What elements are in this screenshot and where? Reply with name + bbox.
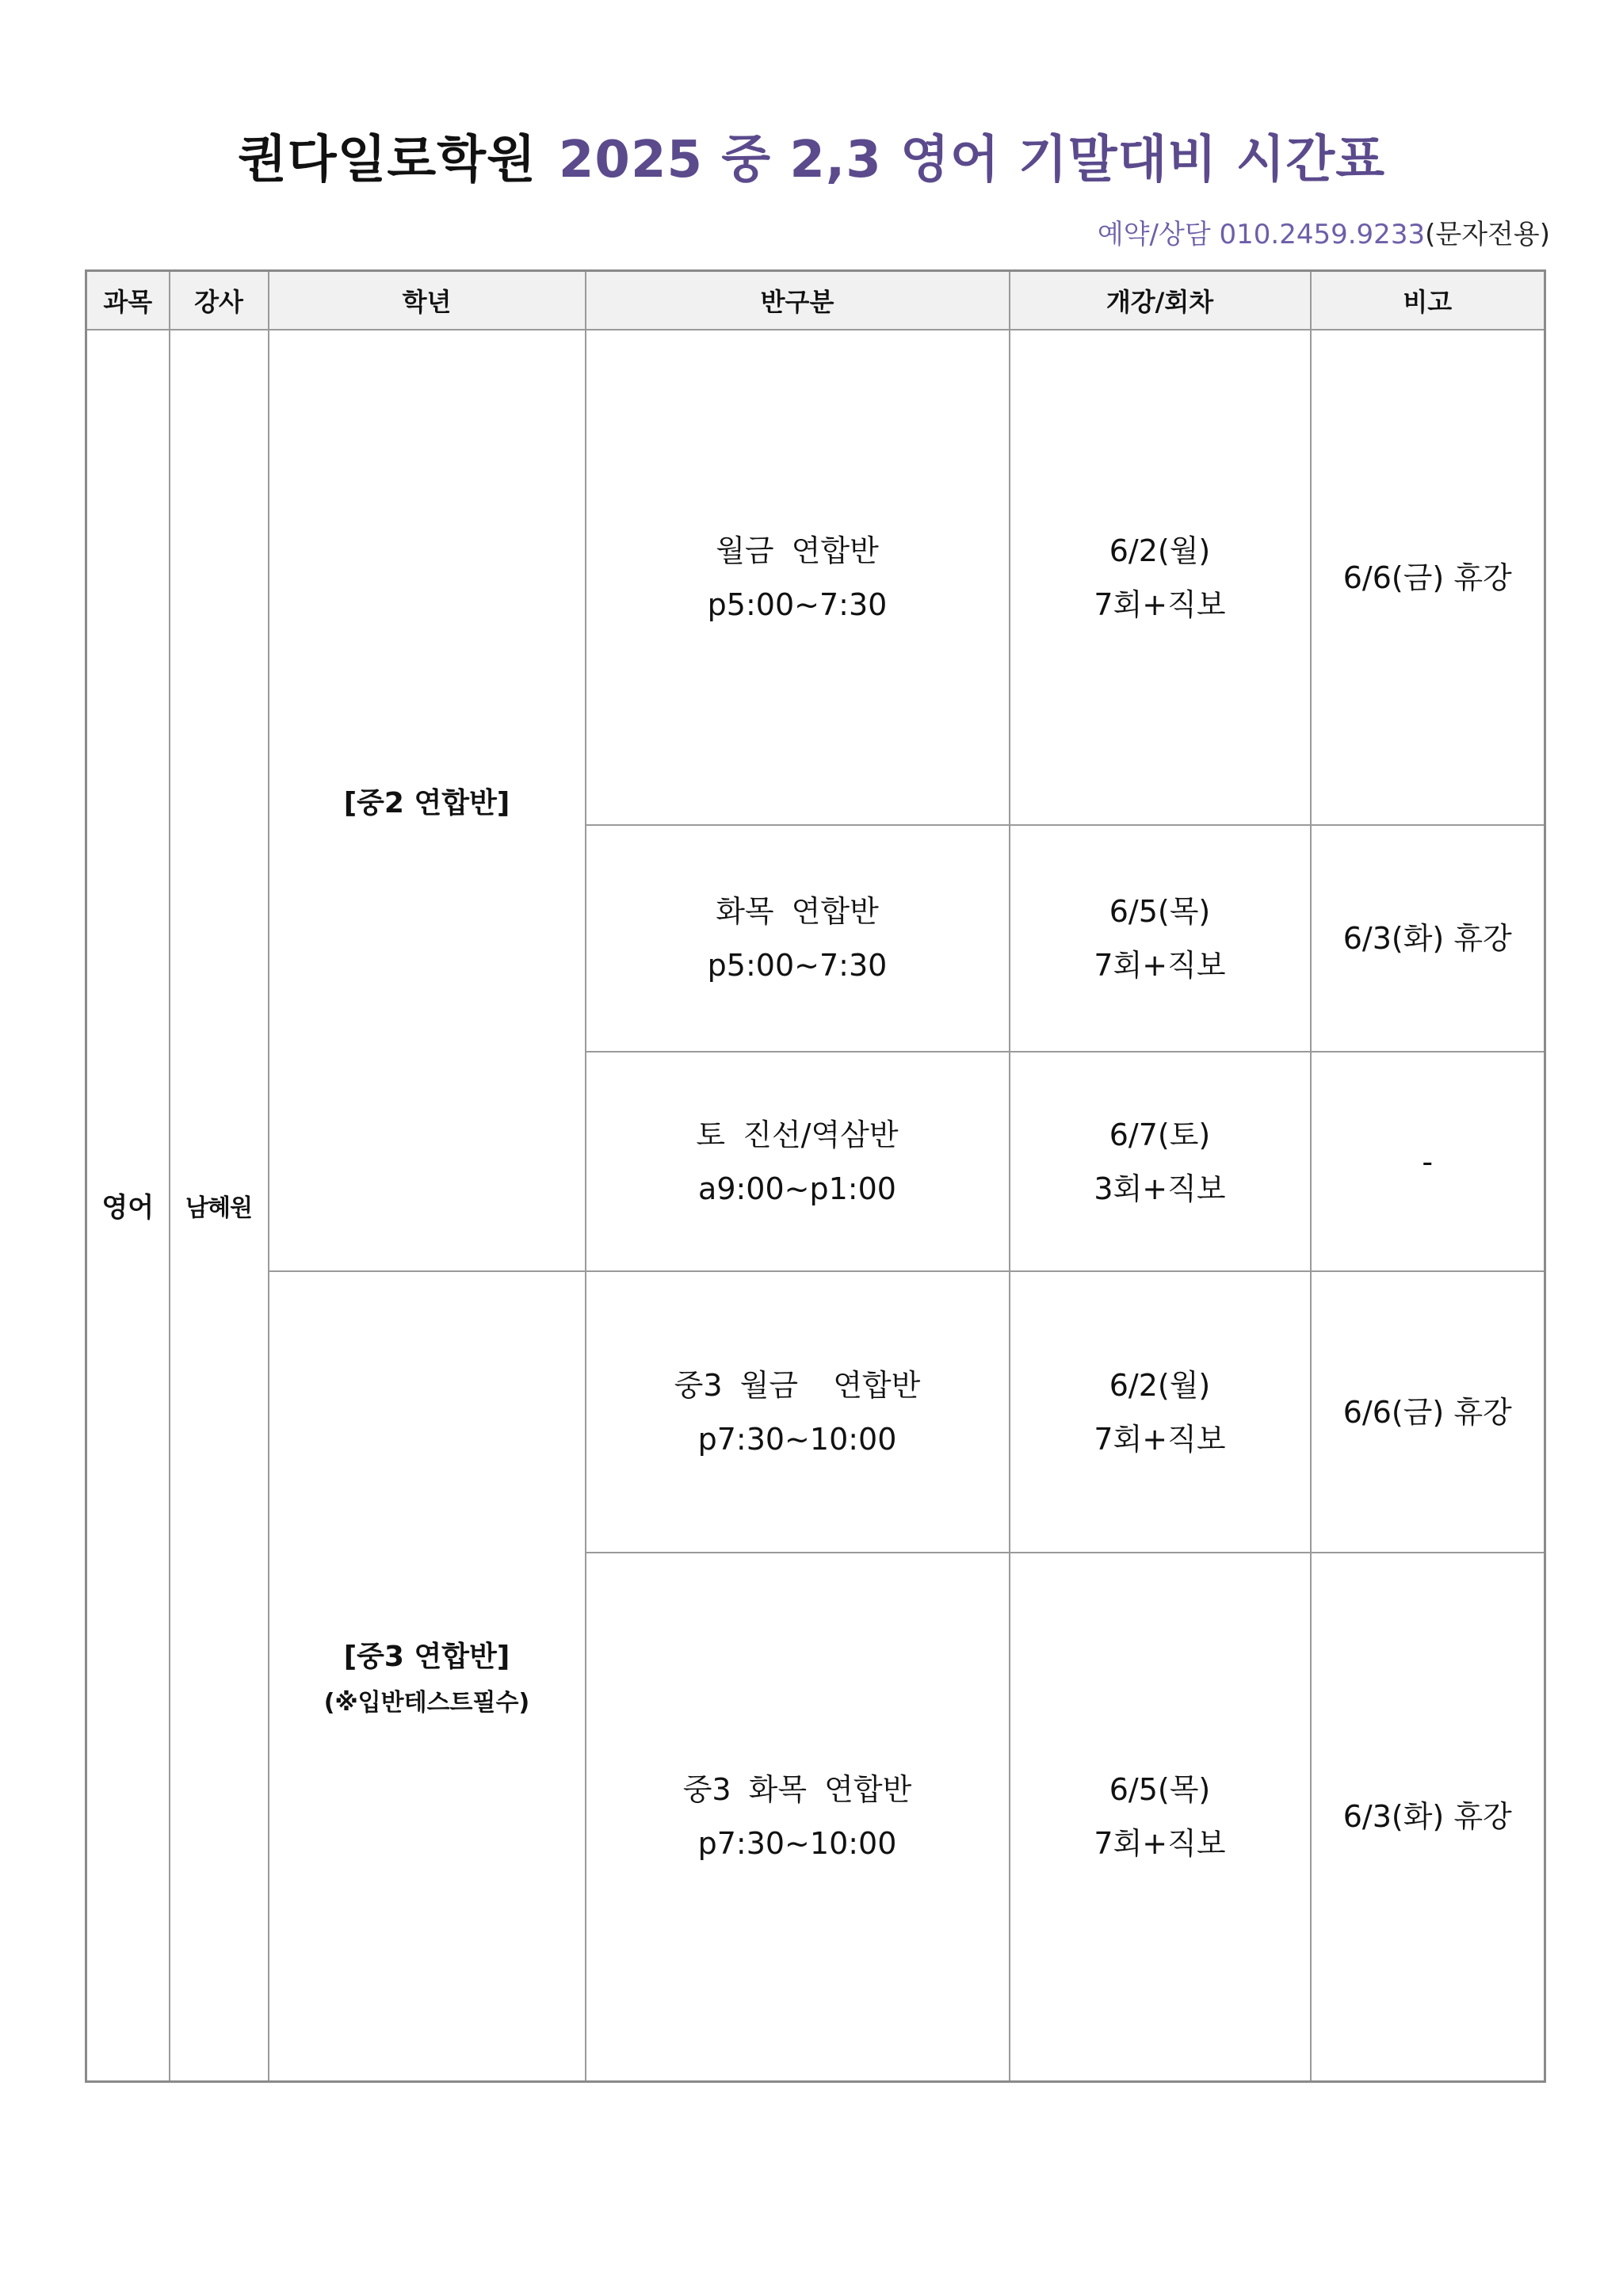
grade-cell bbox=[269, 330, 586, 1271]
session-count: 7회+직보 bbox=[1094, 586, 1226, 622]
start-date: 6/5(목) bbox=[1109, 894, 1211, 929]
class-name: 월금 연합반 bbox=[716, 533, 879, 568]
class-name: 중3 월금 연합반 bbox=[674, 1367, 921, 1403]
start-cell bbox=[1010, 1271, 1311, 1553]
session-count: 3회+직보 bbox=[1094, 1171, 1226, 1206]
class-time: p5:00~7:30 bbox=[707, 586, 888, 622]
grade-cell bbox=[269, 1271, 586, 2081]
class-time: p7:30~10:00 bbox=[697, 1421, 897, 1457]
start-cell bbox=[1010, 1553, 1311, 2081]
table-row bbox=[86, 330, 1545, 825]
contact-label: 예약/상담 bbox=[1097, 219, 1211, 250]
table-header-row bbox=[86, 271, 1545, 330]
session-count: 7회+직보 bbox=[1094, 948, 1226, 983]
class-name: 화목 연합반 bbox=[716, 894, 879, 929]
class-cell bbox=[586, 330, 1010, 825]
grade-note: (※입반테스트필수) bbox=[323, 1689, 530, 1717]
column-header: 과목 bbox=[86, 271, 170, 330]
start-date: 6/2(월) bbox=[1109, 533, 1211, 568]
class-cell bbox=[586, 1052, 1010, 1271]
note-cell: 6/3(화) 휴강 bbox=[1311, 1553, 1545, 2081]
schedule-table bbox=[85, 269, 1546, 2083]
start-cell bbox=[1010, 330, 1311, 825]
grade-label: [중3 연합반] bbox=[343, 1641, 510, 1674]
column-header: 반구분 bbox=[586, 271, 1010, 330]
start-date: 6/7(토) bbox=[1109, 1117, 1211, 1152]
schedule-title: 2025 중 2,3 영어 기말대비 시간표 bbox=[558, 131, 1386, 189]
class-cell bbox=[586, 825, 1010, 1052]
session-count: 7회+직보 bbox=[1094, 1421, 1226, 1457]
start-date: 6/2(월) bbox=[1109, 1367, 1211, 1403]
academy-name: 퀀다일로학원 bbox=[237, 131, 537, 189]
start-date: 6/5(목) bbox=[1109, 1772, 1211, 1808]
page-title bbox=[0, 119, 1623, 192]
session-count: 7회+직보 bbox=[1094, 1826, 1226, 1862]
class-name: 토 진선/역삼반 bbox=[696, 1117, 899, 1152]
column-header: 개강/회차 bbox=[1010, 271, 1311, 330]
grade-label: [중2 연합반] bbox=[343, 786, 510, 819]
note-cell: - bbox=[1311, 1052, 1545, 1271]
note-cell: 6/6(금) 휴강 bbox=[1311, 330, 1545, 825]
teacher-cell: 남혜원 bbox=[170, 330, 269, 2081]
contact-note: (문자전용) bbox=[1425, 219, 1550, 250]
class-cell bbox=[586, 1271, 1010, 1553]
class-time: p7:30~10:00 bbox=[697, 1826, 897, 1862]
subject-cell: 영어 bbox=[86, 330, 170, 2081]
start-cell bbox=[1010, 1052, 1311, 1271]
column-header: 강사 bbox=[170, 271, 269, 330]
column-header: 비고 bbox=[1311, 271, 1545, 330]
start-cell bbox=[1010, 825, 1311, 1052]
class-name: 중3 화목 연합반 bbox=[682, 1772, 912, 1808]
table-row bbox=[86, 1271, 1545, 1553]
class-time: a9:00~p1:00 bbox=[698, 1171, 896, 1206]
class-time: p5:00~7:30 bbox=[707, 948, 888, 983]
class-cell bbox=[586, 1553, 1010, 2081]
column-header: 학년 bbox=[269, 271, 586, 330]
contact-info bbox=[1098, 212, 1550, 251]
note-cell: 6/6(금) 휴강 bbox=[1311, 1271, 1545, 1553]
note-cell: 6/3(화) 휴강 bbox=[1311, 825, 1545, 1052]
contact-number[interactable]: 010.2459.9233 bbox=[1219, 219, 1426, 250]
